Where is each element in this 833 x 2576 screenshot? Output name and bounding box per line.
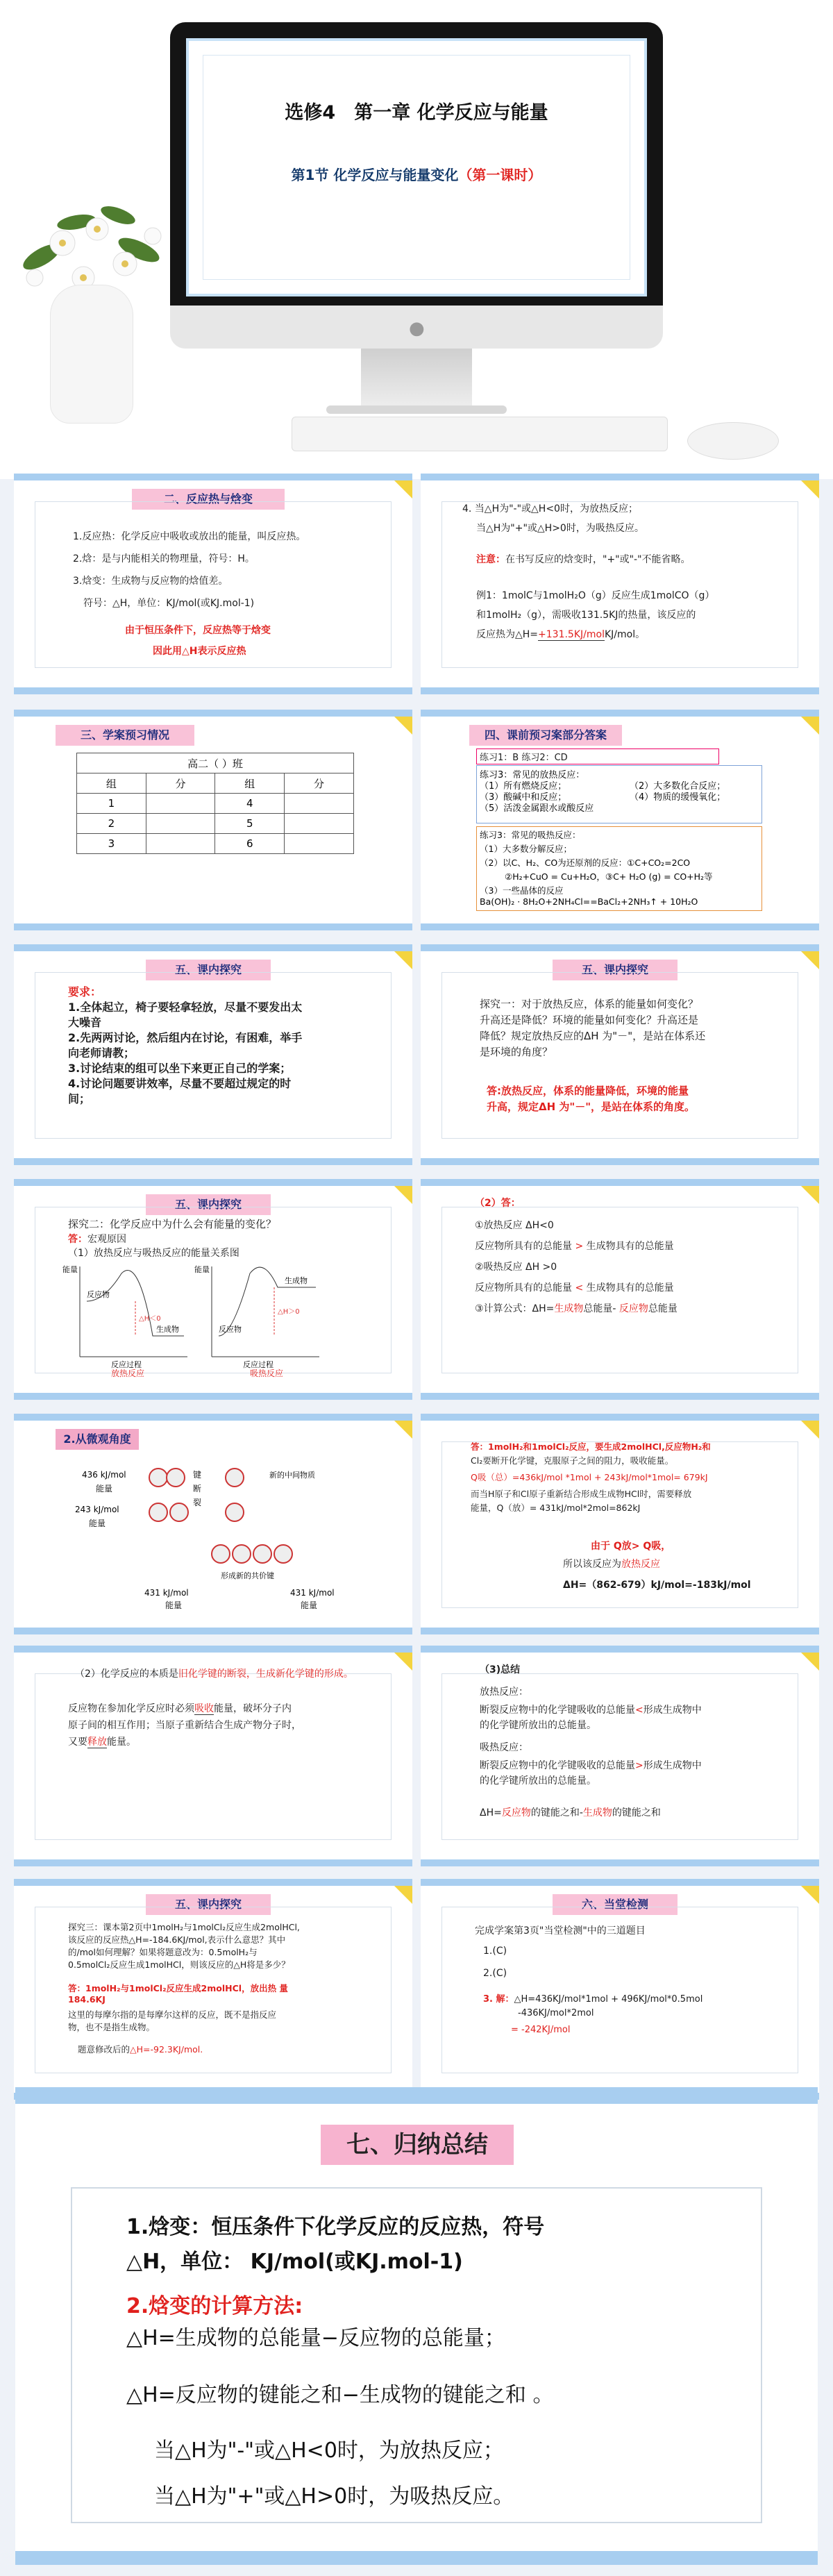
apple-logo-icon: ● xyxy=(409,318,425,339)
svg-text:吸热反应: 吸热反应 xyxy=(250,1369,284,1378)
exothermic-box: 练习3：常见的放热反应： （1）所有燃烧反应； （2）大多数化合反应； （3）酸碱中和反应； （4）物质的缓慢氧化； （5）活泼金属跟水或酸反应 xyxy=(476,765,762,823)
question-line: 该反应的反应热△H=-184.6KJ/mol,表示什么意思？其中 xyxy=(68,1934,286,1945)
text-line: 1.(C) xyxy=(483,1946,507,1957)
slide-reaction-heat xyxy=(14,474,412,694)
slide-explore-one xyxy=(421,944,819,1165)
text-line: 的化学键所放出的总能量。 xyxy=(480,1775,596,1787)
svg-text:形成新的共价键: 形成新的共价键 xyxy=(221,1571,274,1580)
summary-line: 当△H为"+"或△H>0时，为吸热反应。 xyxy=(154,2484,514,2509)
question-line: 探究一：对于放热反应，体系的能量如何变化？ xyxy=(480,998,699,1010)
slide-quiz xyxy=(421,1879,819,2100)
text-line: 反应物所具有的总能量 < 生成物具有的总能量 xyxy=(475,1282,674,1294)
slide-chemical-essence xyxy=(14,1646,412,1866)
svg-text:反应物: 反应物 xyxy=(219,1325,242,1334)
result-line: 由于 Q放> Q吸， xyxy=(591,1541,671,1552)
text-line: 吸热反应： xyxy=(480,1742,528,1753)
question-line: 探究三：课本第2页中1molH₂与1molCl₂反应生成2molHCl, xyxy=(68,1922,300,1932)
summary-line: 2.焓变的计算方法: xyxy=(126,2294,303,2318)
answer-line: 答：1molH₂和1molCl₂反应，要生成2molHCl,反应物H₂和 xyxy=(471,1441,711,1452)
svg-text:断: 断 xyxy=(193,1484,202,1494)
svg-text:反应过程: 反应过程 xyxy=(243,1360,274,1369)
text-line: 反应物所具有的总能量 > 生成物具有的总能量 xyxy=(475,1241,674,1252)
answer-box: 练习1：B 练习2：CD xyxy=(476,748,719,764)
highlight-line: 因此用△H表示反应热 xyxy=(153,646,246,657)
bond-energy-diagram xyxy=(68,1457,346,1616)
slide-answer-two xyxy=(421,1179,819,1400)
slide-tag: 五、课内探究 xyxy=(146,960,271,980)
answer-line: 升高，规定ΔH 为"－"，是站在体系的角度。 xyxy=(487,1101,696,1113)
slide-summary-three xyxy=(421,1646,819,1866)
highlight-line: 由于恒压条件下，反应热等于焓变 xyxy=(125,625,271,636)
text-line: 当△H为"+"或△H>0时，为吸热反应。 xyxy=(476,523,644,534)
answer-line: Cl₂要断开化学键，克服原子之间的阻力，吸收能量。 xyxy=(471,1455,674,1466)
question-line: 0.5molCl₂反应生成1molHCl，则该反应的△H将是多少？ xyxy=(68,1959,290,1970)
svg-text:能量: 能量 xyxy=(301,1600,318,1610)
svg-text:放热反应: 放热反应 xyxy=(111,1369,145,1378)
answer-line: 答：1molH₂与1molCl₂反应生成2molHCl，放出热 量 xyxy=(68,1983,288,1993)
question-line: 是环境的角度？ xyxy=(480,1046,553,1058)
slide-micro-answer xyxy=(421,1414,819,1634)
svg-text:反应过程: 反应过程 xyxy=(111,1360,142,1369)
endothermic-box: 练习3：常见的吸热反应： （1）大多数分解反应； （2）以C、H₂、CO为还原剂的反应：①C+CO₂=2CO ②H₂+CuO = Cu+H₂O，③C+ H₂O (g) = CO+H₂等 （3）一些晶体的反应 Ba(OH)₂ · 8H₂O+2NH₄Cl==BaCl₂+2NH₃↑ + 10H₂O xyxy=(476,826,762,911)
slide-requirements xyxy=(14,944,412,1165)
keyboard xyxy=(292,417,668,451)
slide-explore-three xyxy=(14,1879,412,2100)
monitor-base xyxy=(326,405,507,414)
table-row: 2 5 xyxy=(77,814,354,834)
score-table: 高二（ ）班 组 分 组 分 1 4 2 5 3 6 xyxy=(76,753,354,854)
vase xyxy=(50,285,133,424)
summary-line: 当△H为"-"或△H<0时，为放热反应； xyxy=(154,2439,504,2463)
text-line: 完成学案第3页"当堂检测"中的三道题目 xyxy=(475,1925,646,1937)
svg-text:能量: 能量 xyxy=(165,1600,183,1610)
text-line: 间； xyxy=(68,1092,91,1105)
slide-preview-answers xyxy=(421,710,819,930)
answer-line: 物，也不是指生成物。 xyxy=(68,2022,155,2032)
answer-heading: （2）答： xyxy=(475,1198,521,1209)
text-line: （2）化学反应的本质是旧化学键的断裂，生成新化学键的形成。 xyxy=(75,1668,353,1680)
text-line: 2.焓：是与内能相关的物理量，符号：H。 xyxy=(73,553,255,564)
slide-tag: 2.从微观角度 xyxy=(56,1429,139,1450)
text-line: 放热反应： xyxy=(480,1687,528,1698)
question-line: 探究二：化学反应中为什么会有能量的变化？ xyxy=(68,1218,277,1230)
solution-line: 3. 解：△H=436KJ/mol*1mol + 496KJ/mol*0.5mol xyxy=(483,1994,703,2005)
svg-text:能量: 能量 xyxy=(96,1484,113,1494)
summary-line: △H=生成物的总能量−反应物的总能量； xyxy=(126,2326,505,2350)
text-line: 1.全体起立，椅子要轻拿轻放，尽量不要发出太 xyxy=(68,1001,303,1014)
cover-title: 选修4 第一章 化学反应与能量 xyxy=(285,102,548,124)
svg-text:能量: 能量 xyxy=(89,1519,106,1528)
svg-text:△H＞0: △H＞0 xyxy=(278,1308,300,1316)
summary-line: 1.焓变：恒压条件下化学反应的反应热，符号 xyxy=(126,2215,545,2239)
text-line: 的化学键所放出的总能量。 xyxy=(480,1720,596,1731)
slide-tag: 四、课前预习案部分答案 xyxy=(469,725,622,746)
text-line: 4. 当△H为"-"或△H<0时，为放热反应； xyxy=(462,503,638,515)
answer-line: 答：宏观原因 xyxy=(68,1234,126,1245)
svg-text:△H＜0: △H＜0 xyxy=(139,1315,161,1323)
text-line: 2.先两两讨论，然后组内在讨论，有困难，举手 xyxy=(68,1031,303,1044)
text-line: 原子间的相互作用；当原子重新结合生成产物分子时， xyxy=(68,1720,301,1731)
slide-micro-view xyxy=(14,1414,412,1634)
example-line: 例1：1molC与1molH₂O（g）反应生成1molCO（g） xyxy=(476,590,715,601)
summary-line: △H=反应物的键能之和−生成物的键能之和 。 xyxy=(126,2383,554,2407)
answer-line: 答:放热反应，体系的能量降低，环境的能量 xyxy=(487,1085,689,1097)
note-line: 注意：在书写反应的焓变时，"+"或"-"不能省略。 xyxy=(476,554,691,565)
table-row: 1 4 xyxy=(77,794,354,814)
text-line: 4.讨论问题要讲效率，尽量不要超过规定的时 xyxy=(68,1077,292,1090)
formula-line: ③计算公式：ΔH=生成物总能量- 反应物总能量 xyxy=(475,1303,678,1314)
slide-tag: 五、课内探究 xyxy=(553,960,678,980)
table-header: 高二（ ）班 xyxy=(77,753,354,773)
table-row: 3 6 xyxy=(77,834,354,854)
svg-text:生成物: 生成物 xyxy=(285,1276,308,1285)
result-line: ΔH=（862-679）kJ/mol=-183kJ/mol xyxy=(563,1580,751,1591)
text-line: 断裂反应物中的化学键吸收的总能量>形成生成物中 xyxy=(480,1760,702,1771)
example-answer: 反应热为△H=+131.5KJ/molKJ/mol。 xyxy=(476,629,646,640)
svg-text:裂: 裂 xyxy=(193,1498,202,1507)
text-line: 2.(C) xyxy=(483,1968,507,1979)
energy-diagram xyxy=(62,1260,340,1378)
answer-line: 题意修改后的△H=-92.3KJ/mol. xyxy=(78,2044,203,2055)
requirements-heading: 要求： xyxy=(68,985,102,998)
diagram-caption: （1）放热反应与吸热反应的能量关系图 xyxy=(68,1248,239,1259)
solution-line: = -242KJ/mol xyxy=(511,2025,571,2035)
svg-text:243 kJ/mol: 243 kJ/mol xyxy=(75,1505,119,1514)
text-line: 3.讨论结束的组可以坐下来更正自己的学案； xyxy=(68,1062,292,1075)
text-line: ①放热反应 ΔH<0 xyxy=(475,1220,554,1231)
svg-text:能量: 能量 xyxy=(194,1265,210,1274)
text-line: 断裂反应物中的化学键吸收的总能量<形成生成物中 xyxy=(480,1705,702,1716)
text-line: 反应物在参加化学反应时必须吸收能量，破坏分子内 xyxy=(68,1703,292,1714)
svg-text:键: 键 xyxy=(193,1470,202,1480)
text-line: 1.反应热：化学反应中吸收或放出的能量，叫反应热。 xyxy=(73,531,306,542)
slide-explore-two xyxy=(14,1179,412,1400)
text-line: 向老师请教； xyxy=(68,1046,135,1060)
slide-final-summary xyxy=(15,2087,818,2565)
text-line: 又要释放能量。 xyxy=(68,1737,136,1748)
mouse xyxy=(687,422,779,460)
svg-text:新的中间物质: 新的中间物质 xyxy=(269,1471,315,1480)
text-line: ②吸热反应 ΔH >0 xyxy=(475,1262,557,1273)
answer-line: Q吸（总）=436kJ/mol *1mol + 243kJ/mol*1mol= 679kJ xyxy=(471,1472,708,1482)
slide-tag: 五、课内探究 xyxy=(146,1894,271,1915)
question-line: 的/mol如何理解？如果将题意改为：0.5molH₂与 xyxy=(68,1947,258,1957)
svg-text:反应物: 反应物 xyxy=(87,1290,110,1299)
answer-line: 能量，Q（放）= 431kJ/mol*2mol=862kJ xyxy=(471,1503,641,1513)
answer-line: 而当H原子和Cl原子重新结合形成生成物HCl时，需要释放 xyxy=(471,1489,692,1499)
text-line: （3)总结 xyxy=(480,1664,521,1675)
slide-sign-of-dh xyxy=(421,474,819,694)
svg-text:431 kJ/mol: 431 kJ/mol xyxy=(144,1588,189,1598)
summary-tag: 七、归纳总结 xyxy=(321,2125,514,2165)
answer-line: 184.6KJ xyxy=(68,1994,106,2005)
svg-text:能量: 能量 xyxy=(62,1265,78,1274)
answer-line: 这里的每摩尔指的是每摩尔这样的反应，既不是指反应 xyxy=(68,2009,277,2020)
summary-line: △H，单位： KJ/mol(或KJ.mol-1) xyxy=(126,2250,463,2274)
cover-subtitle: 第1节 化学反应与能量变化（第一课时） xyxy=(291,167,542,183)
question-line: 升高还是降低？环境的能量如何变化？升高还是 xyxy=(480,1014,699,1026)
result-line: 所以该反应为放热反应 xyxy=(563,1559,660,1570)
slide-tag: 二、反应热与焓变 xyxy=(132,489,285,510)
question-line: 降低？规定放热反应的ΔH 为"－"，是站在体系还 xyxy=(480,1030,706,1042)
text-line: 3.焓变：生成物与反应物的焓值差。 xyxy=(73,576,228,587)
example-line: 和1molH₂（g），需吸收131.5KJ的热量，该反应的 xyxy=(476,610,696,621)
slide-preview-table xyxy=(14,710,412,930)
monitor-stand xyxy=(361,349,472,408)
svg-text:436 kJ/mol: 436 kJ/mol xyxy=(82,1470,126,1480)
solution-line: -436KJ/mol*2mol xyxy=(518,2008,594,2018)
cover-hero xyxy=(0,0,833,479)
svg-text:生成物: 生成物 xyxy=(156,1325,179,1334)
slide-tag: 三、学案预习情况 xyxy=(56,725,194,746)
slide-tag: 六、当堂检测 xyxy=(553,1894,678,1915)
text-line: 符号：△H，单位：KJ/mol(或KJ.mol-1) xyxy=(83,598,255,609)
formula-line: ΔH=反应物的键能之和-生成物的键能之和 xyxy=(480,1807,661,1818)
svg-text:431 kJ/mol: 431 kJ/mol xyxy=(290,1588,335,1598)
text-line: 大噪音 xyxy=(68,1016,102,1029)
slide-tag: 五、课内探究 xyxy=(146,1194,271,1215)
